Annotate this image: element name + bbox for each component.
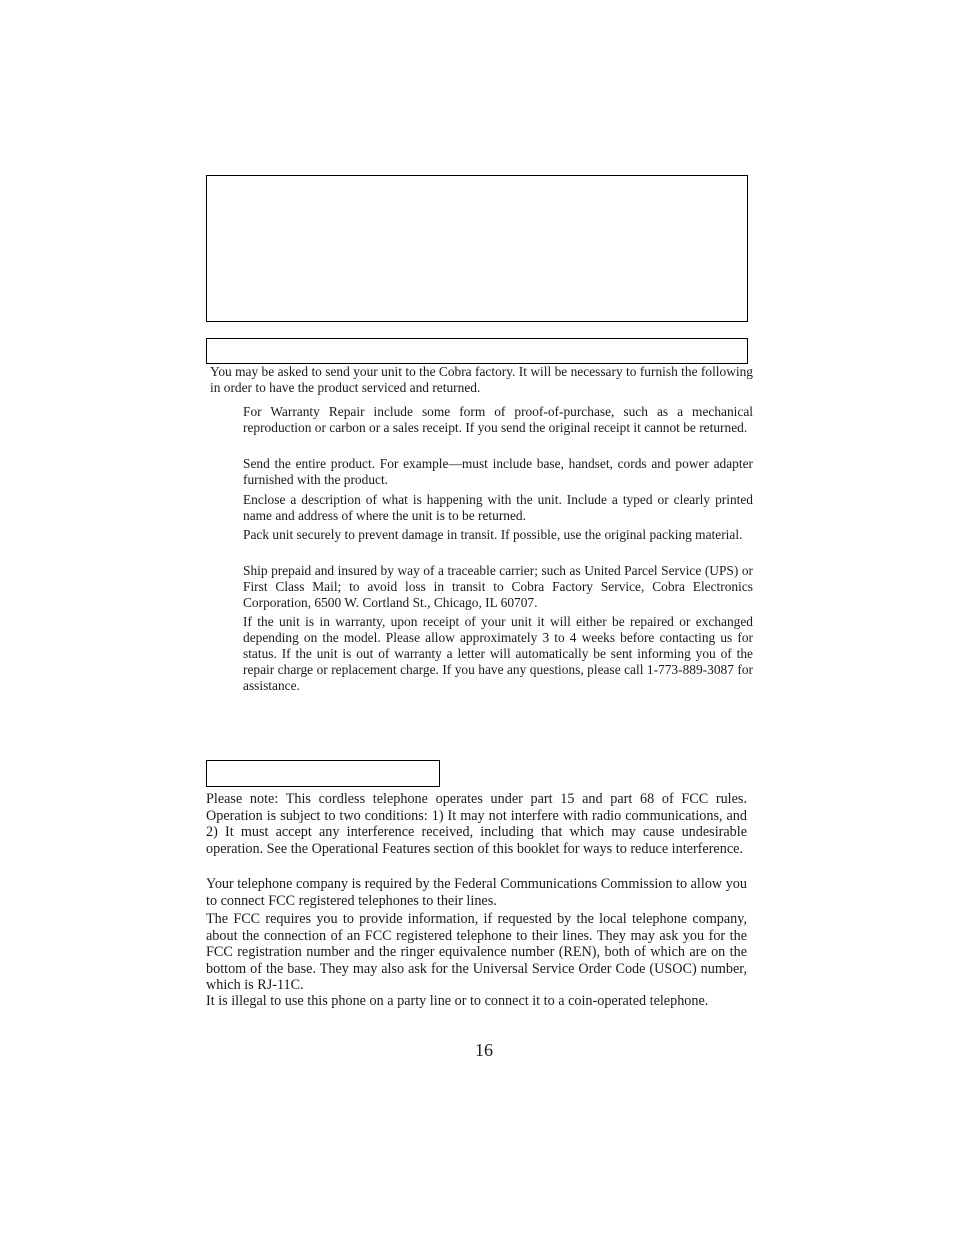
empty-frame-box xyxy=(206,175,748,322)
service-item-proof-of-purchase: For Warranty Repair include some form of proof-of-purchase, such as a mechanical reproduction or carbon or a sales receipt. If you send the original receipt it cannot be returned. xyxy=(243,404,753,435)
service-item-shipping: Ship prepaid and insured by way of a traceable carrier; such as United Parcel Service (UPS) or First Class Mail; to avoid loss in transit to Cobra Factory Service, Cobra Electronics Corporation, 6500 W. Cortland St., Chicago, IL 60707. xyxy=(243,563,753,610)
service-item-entire-product: Send the entire product. For example—must include base, handset, cords and power adapter furnished with the product. xyxy=(243,456,753,487)
fcc-paragraph-party-line: It is illegal to use this phone on a party line or to connect it to a coin-operated telephone. xyxy=(206,993,709,1009)
service-intro-paragraph: You may be asked to send your unit to the Cobra factory. It will be necessary to furnish the following in order to have the product serviced and returned. xyxy=(210,364,753,395)
service-item-warranty-status: If the unit is in warranty, upon receipt of your unit it will either be repaired or exchanged depending on the model. Please allow approximately 3 to 4 weeks before contacting us for status. If the unit is out of warranty a letter will automatically be sent informing you of the repair charge or replacement charge. If you have any questions, please call 1-773-889-3087 for assistance. xyxy=(243,614,753,693)
fcc-paragraph-rules: Please note: This cordless telephone operates under part 15 and part 68 of FCC rules. Operation is subject to two conditions: 1) It may not interfere with radio communications, and 2) It must accept any interference received, including that which may cause undesirable operation. See the Operational Features section of this booklet for ways to reduce interference. xyxy=(206,791,747,857)
page-number: 16 xyxy=(475,1040,493,1060)
service-heading-box xyxy=(206,338,748,364)
fcc-paragraph-registration-info: The FCC requires you to provide information, if requested by the local telephone company, about the connection of an FCC registered telephone to their lines. They may ask you for the FCC registration number and the ringer equivalence number (REN), both of which are on the bottom of the base. They may also ask for the Universal Service Order Code (USOC) number, which is RJ-11C. xyxy=(206,911,747,994)
fcc-paragraph-telephone-company: Your telephone company is required by the Federal Communications Commission to allow you to connect FCC registered telephones to their lines. xyxy=(206,876,747,909)
service-item-packing: Pack unit securely to prevent damage in transit. If possible, use the original packing material. xyxy=(243,527,743,542)
fcc-heading-box xyxy=(206,760,440,787)
service-item-description: Enclose a description of what is happening with the unit. Include a typed or clearly printed name and address of where the unit is to be returned. xyxy=(243,492,753,523)
